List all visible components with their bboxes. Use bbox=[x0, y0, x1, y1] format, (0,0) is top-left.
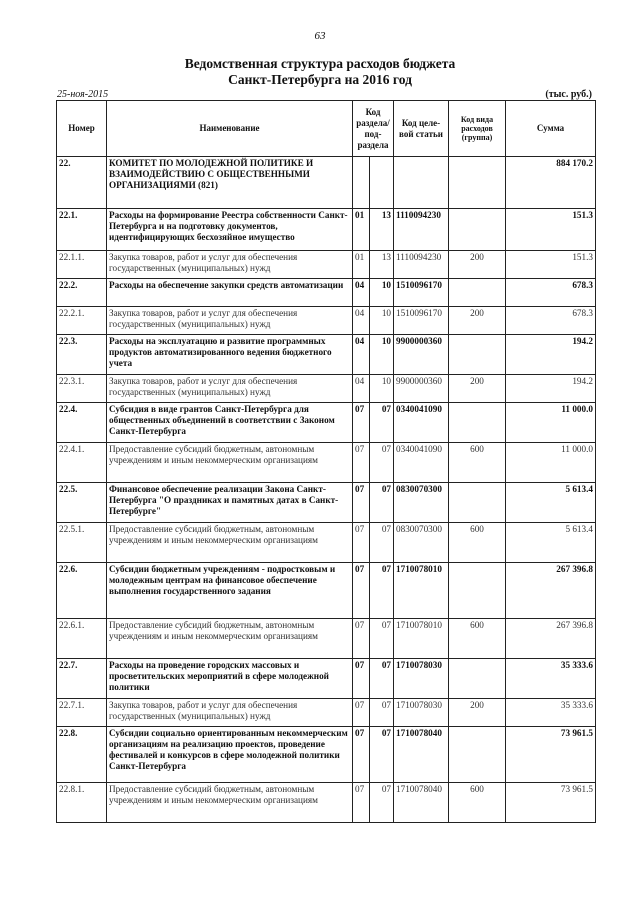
row-sum: 678.3 bbox=[506, 307, 596, 335]
row-number: 22.2.1. bbox=[57, 307, 107, 335]
row-kind: 600 bbox=[449, 443, 506, 483]
row-subsection: 07 bbox=[370, 727, 394, 783]
table-row bbox=[57, 157, 596, 209]
row-sum: 35 333.6 bbox=[506, 659, 596, 699]
row-kind: 200 bbox=[449, 251, 506, 279]
row-article: 1110094230 bbox=[394, 209, 449, 251]
row-section: 07 bbox=[353, 659, 370, 699]
title-line-2: Санкт-Петербурга на 2016 год bbox=[228, 72, 412, 87]
row-number: 22.5. bbox=[57, 483, 107, 523]
row-article: 1710078040 bbox=[394, 727, 449, 783]
header-sum: Сумма bbox=[506, 101, 596, 157]
row-name: Субсидия в виде грантов Санкт-Петербурга для общественных объединений в соответствии с Законом Санкт-Петербурга bbox=[107, 403, 353, 443]
row-number: 22.3. bbox=[57, 335, 107, 375]
row-section: 07 bbox=[353, 483, 370, 523]
row-subsection: 10 bbox=[370, 279, 394, 307]
table-row bbox=[57, 727, 596, 783]
row-subsection: 10 bbox=[370, 375, 394, 403]
table-row bbox=[57, 523, 596, 563]
row-kind: 600 bbox=[449, 619, 506, 659]
row-kind bbox=[449, 335, 506, 375]
row-section: 04 bbox=[353, 375, 370, 403]
header-number: Номер bbox=[57, 101, 107, 157]
row-kind: 600 bbox=[449, 783, 506, 823]
row-article: 0830070300 bbox=[394, 483, 449, 523]
header-kind: Код вида расходов (группа) bbox=[449, 101, 506, 157]
row-number: 22.7. bbox=[57, 659, 107, 699]
row-kind bbox=[449, 403, 506, 443]
row-name: Закупка товаров, работ и услуг для обеспечения государственных (муниципальных) нужд bbox=[107, 375, 353, 403]
row-kind bbox=[449, 659, 506, 699]
table-row bbox=[57, 659, 596, 699]
row-sum: 73 961.5 bbox=[506, 783, 596, 823]
row-sum: 73 961.5 bbox=[506, 727, 596, 783]
row-kind bbox=[449, 157, 506, 209]
table-row bbox=[57, 619, 596, 659]
row-section: 04 bbox=[353, 307, 370, 335]
row-sum: 35 333.6 bbox=[506, 699, 596, 727]
row-section: 07 bbox=[353, 727, 370, 783]
row-sum: 884 170.2 bbox=[506, 157, 596, 209]
row-subsection bbox=[370, 157, 394, 209]
row-kind: 600 bbox=[449, 523, 506, 563]
row-article: 1710078040 bbox=[394, 783, 449, 823]
row-article: 1710078030 bbox=[394, 659, 449, 699]
row-kind bbox=[449, 563, 506, 619]
header-article: Код целе-вой статьи bbox=[394, 101, 449, 157]
row-section: 01 bbox=[353, 209, 370, 251]
row-section: 07 bbox=[353, 783, 370, 823]
row-section: 07 bbox=[353, 523, 370, 563]
row-name: Расходы на формирование Реестра собственности Санкт-Петербурга и на подготовку документов, идентифицирующих бесхозяйное имущество bbox=[107, 209, 353, 251]
row-number: 22.2. bbox=[57, 279, 107, 307]
row-article: 1710078030 bbox=[394, 699, 449, 727]
row-article: 1710078010 bbox=[394, 563, 449, 619]
row-name: Расходы на проведение городских массовых и просветительских мероприятий в сфере молодежной политики bbox=[107, 659, 353, 699]
header-section: Код раздела/ под-раздела bbox=[353, 101, 394, 157]
page-number: 63 bbox=[314, 30, 326, 42]
row-subsection: 10 bbox=[370, 335, 394, 375]
row-kind: 200 bbox=[449, 375, 506, 403]
units-label: (тыс. руб.) bbox=[545, 89, 592, 100]
row-sum: 194.2 bbox=[506, 335, 596, 375]
row-number: 22.1. bbox=[57, 209, 107, 251]
row-article: 0830070300 bbox=[394, 523, 449, 563]
row-name: Субсидии бюджетным учреждениям - подростковым и молодежным центрам на финансовое обеспечение выполнения государственного задания bbox=[107, 563, 353, 619]
row-section: 07 bbox=[353, 563, 370, 619]
row-section: 04 bbox=[353, 279, 370, 307]
row-number: 22.4.1. bbox=[57, 443, 107, 483]
row-kind: 200 bbox=[449, 307, 506, 335]
row-number: 22.8.1. bbox=[57, 783, 107, 823]
row-name: КОМИТЕТ ПО МОЛОДЕЖНОЙ ПОЛИТИКЕ И ВЗАИМОДЕЙСТВИЮ С ОБЩЕСТВЕННЫМИ ОРГАНИЗАЦИЯМИ (821) bbox=[107, 157, 353, 209]
row-name: Предоставление субсидий бюджетным, автономным учреждениям и иным некоммерческим организациям bbox=[107, 523, 353, 563]
row-name: Субсидии социально ориентированным некоммерческим организациям на реализацию проектов, проведение фестивалей и конкурсов в сфере молодежной политики Санкт-Петербурга bbox=[107, 727, 353, 783]
row-section: 07 bbox=[353, 619, 370, 659]
table-body bbox=[57, 157, 596, 823]
row-section: 04 bbox=[353, 335, 370, 375]
row-sum: 151.3 bbox=[506, 209, 596, 251]
row-subsection: 13 bbox=[370, 209, 394, 251]
table-row bbox=[57, 783, 596, 823]
row-sum: 5 613.4 bbox=[506, 483, 596, 523]
row-number: 22.1.1. bbox=[57, 251, 107, 279]
row-number: 22.3.1. bbox=[57, 375, 107, 403]
row-name: Предоставление субсидий бюджетным, автономным учреждениям и иным некоммерческим организациям bbox=[107, 783, 353, 823]
document-title bbox=[0, 56, 640, 88]
row-article bbox=[394, 157, 449, 209]
row-number: 22.6. bbox=[57, 563, 107, 619]
row-number: 22.5.1. bbox=[57, 523, 107, 563]
row-subsection: 07 bbox=[370, 403, 394, 443]
document-date: 25-ноя-2015 bbox=[57, 89, 109, 100]
row-sum: 267 396.8 bbox=[506, 563, 596, 619]
row-sum: 678.3 bbox=[506, 279, 596, 307]
title-line-1: Ведомственная структура расходов бюджета bbox=[184, 56, 456, 71]
budget-table bbox=[56, 100, 596, 823]
table-row bbox=[57, 251, 596, 279]
row-section: 07 bbox=[353, 699, 370, 727]
row-kind bbox=[449, 483, 506, 523]
row-article: 0340041090 bbox=[394, 403, 449, 443]
row-subsection: 13 bbox=[370, 251, 394, 279]
row-sum: 5 613.4 bbox=[506, 523, 596, 563]
row-name: Закупка товаров, работ и услуг для обеспечения государственных (муниципальных) нужд bbox=[107, 251, 353, 279]
row-subsection: 07 bbox=[370, 619, 394, 659]
row-subsection: 07 bbox=[370, 783, 394, 823]
table-row bbox=[57, 375, 596, 403]
row-number: 22.4. bbox=[57, 403, 107, 443]
row-kind bbox=[449, 727, 506, 783]
row-article: 9900000360 bbox=[394, 335, 449, 375]
row-name: Расходы на эксплуатацию и развитие программных продуктов автоматизированного ведения бюджетного учета bbox=[107, 335, 353, 375]
row-kind bbox=[449, 279, 506, 307]
row-subsection: 07 bbox=[370, 659, 394, 699]
row-subsection: 07 bbox=[370, 483, 394, 523]
table-row bbox=[57, 403, 596, 443]
table-row bbox=[57, 699, 596, 727]
row-name: Закупка товаров, работ и услуг для обеспечения государственных (муниципальных) нужд bbox=[107, 699, 353, 727]
row-article: 1510096170 bbox=[394, 279, 449, 307]
row-article: 1510096170 bbox=[394, 307, 449, 335]
table-row bbox=[57, 443, 596, 483]
row-number: 22.6.1. bbox=[57, 619, 107, 659]
row-article: 1710078010 bbox=[394, 619, 449, 659]
row-sum: 11 000.0 bbox=[506, 403, 596, 443]
row-sum: 11 000.0 bbox=[506, 443, 596, 483]
row-name: Расходы на обеспечение закупки средств автоматизации bbox=[107, 279, 353, 307]
row-name: Предоставление субсидий бюджетным, автономным учреждениям и иным некоммерческим организациям bbox=[107, 443, 353, 483]
row-kind: 200 bbox=[449, 699, 506, 727]
row-subsection: 07 bbox=[370, 563, 394, 619]
row-sum: 267 396.8 bbox=[506, 619, 596, 659]
row-article: 9900000360 bbox=[394, 375, 449, 403]
row-name: Финансовое обеспечение реализации Закона Санкт-Петербурга "О праздниках и памятных датах в Санкт-Петербурге" bbox=[107, 483, 353, 523]
table-row bbox=[57, 483, 596, 523]
row-section: 01 bbox=[353, 251, 370, 279]
row-name: Предоставление субсидий бюджетным, автономным учреждениям и иным некоммерческим организациям bbox=[107, 619, 353, 659]
row-subsection: 07 bbox=[370, 699, 394, 727]
row-section: 07 bbox=[353, 403, 370, 443]
table-row bbox=[57, 209, 596, 251]
row-subsection: 10 bbox=[370, 307, 394, 335]
row-number: 22. bbox=[57, 157, 107, 209]
row-article: 0340041090 bbox=[394, 443, 449, 483]
table-row bbox=[57, 279, 596, 307]
header-row bbox=[57, 101, 596, 157]
row-section bbox=[353, 157, 370, 209]
row-subsection: 07 bbox=[370, 443, 394, 483]
table-row bbox=[57, 307, 596, 335]
table-row bbox=[57, 563, 596, 619]
row-sum: 151.3 bbox=[506, 251, 596, 279]
header-name: Наименование bbox=[107, 101, 353, 157]
row-number: 22.7.1. bbox=[57, 699, 107, 727]
row-article: 1110094230 bbox=[394, 251, 449, 279]
row-sum: 194.2 bbox=[506, 375, 596, 403]
row-name: Закупка товаров, работ и услуг для обеспечения государственных (муниципальных) нужд bbox=[107, 307, 353, 335]
row-section: 07 bbox=[353, 443, 370, 483]
row-subsection: 07 bbox=[370, 523, 394, 563]
table-row bbox=[57, 335, 596, 375]
row-kind bbox=[449, 209, 506, 251]
row-number: 22.8. bbox=[57, 727, 107, 783]
